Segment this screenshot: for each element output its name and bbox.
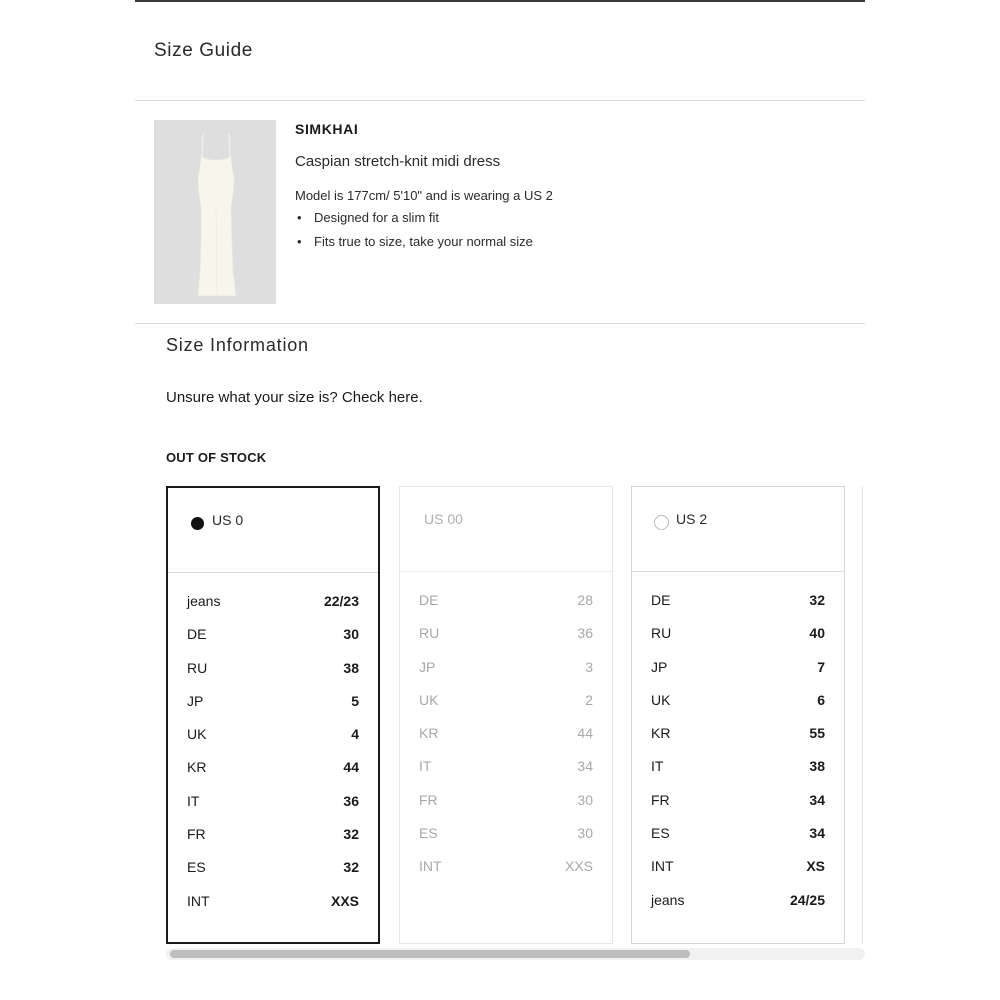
size-system: UK [187,726,207,743]
product-brand: SIMKHAI [295,121,359,137]
size-conversion-list [632,572,844,925]
size-conversion-row [400,692,612,725]
size-system: KR [187,759,207,776]
size-option-header [168,488,378,573]
size-system: RU [187,659,208,676]
size-conversion-row [168,660,378,693]
size-conversion-row [632,692,844,725]
size-system: JP [651,658,668,675]
size-system: UK [419,691,439,708]
size-value: 44 [343,759,359,776]
size-system: INT [419,858,442,875]
size-conversion-row [168,759,378,792]
size-value: 28 [577,592,593,608]
size-option-us-0[interactable] [166,486,380,944]
next-size-card-edge [862,486,866,944]
size-value: 36 [577,625,593,642]
size-conversion-row [168,793,378,826]
size-system: FR [187,826,206,843]
fit-notes-list [295,210,533,258]
size-value: 40 [809,625,825,642]
size-conversion-row [400,725,612,758]
size-conversion-row [168,893,378,926]
size-system: KR [651,725,671,742]
size-value: 36 [343,792,359,809]
radio-unselected-icon[interactable] [654,515,669,530]
size-value: 30 [577,791,593,808]
size-system: jeans [187,593,221,609]
size-conversion-row [632,659,844,692]
size-conversion-row [168,693,378,726]
size-system: RU [651,625,672,642]
size-value: 7 [817,658,825,675]
modal-top-border [135,0,865,2]
size-conversion-row [168,726,378,759]
size-conversion-row [632,892,844,925]
size-conversion-row [400,792,612,825]
radio-selected-icon[interactable] [191,517,204,530]
size-conversion-row [632,758,844,791]
size-conversion-row [400,758,612,791]
size-system: DE [651,592,671,608]
size-conversion-list [168,573,378,926]
size-value: 38 [809,758,825,775]
section-divider [135,323,865,324]
size-conversion-row [168,626,378,659]
size-system: FR [419,791,438,808]
size-system: UK [651,691,671,708]
size-value: 32 [343,826,359,843]
size-value: XXS [330,892,359,909]
size-system: IT [187,792,200,809]
size-value: 3 [585,658,593,675]
size-value: 34 [577,758,593,775]
size-system: DE [419,592,439,608]
size-system: KR [419,725,439,742]
dress-image [154,120,276,304]
size-system: INT [651,858,674,875]
size-value: XXS [564,858,593,875]
size-value: 4 [351,726,359,743]
size-system: ES [187,859,206,876]
size-conversion-row [632,725,844,758]
size-value: 55 [809,725,825,742]
size-option-us-00 [399,486,613,944]
horizontal-scrollbar-thumb[interactable] [170,950,690,958]
size-value: 38 [343,659,359,676]
size-option-header [632,487,844,572]
size-value: 2 [585,691,593,708]
size-value: XS [806,858,825,875]
header-divider [135,100,865,101]
model-info: Model is 177cm/ 5'10" and is wearing a US 2 [295,188,553,203]
size-value: 6 [817,691,825,708]
size-value: 5 [351,692,359,709]
size-value: 34 [809,825,825,842]
size-option-header [400,487,612,572]
size-value: 30 [343,626,359,643]
size-value: 44 [577,725,593,742]
size-system: jeans [651,891,685,908]
size-conversion-row [632,592,844,625]
size-system: IT [651,758,664,775]
size-conversion-row [168,859,378,892]
size-conversion-row [632,625,844,658]
size-label: US 2 [676,511,708,527]
size-value: 24/25 [789,891,825,908]
modal-title: Size Guide [154,40,253,61]
fit-note: • Fits true to size, take your normal size [295,234,533,258]
size-value: 34 [809,791,825,808]
fit-note: • Designed for a slim fit [295,210,533,234]
size-conversion-row [400,659,612,692]
size-system: DE [187,626,207,643]
size-system: JP [187,692,204,709]
size-conversion-row [168,826,378,859]
size-conversion-row [632,858,844,891]
product-image [154,120,276,304]
size-system: RU [419,625,440,642]
size-system: FR [651,791,670,808]
size-conversion-row [400,858,612,891]
size-conversion-row [400,825,612,858]
size-system: ES [651,825,670,842]
size-option-us-2[interactable] [631,486,845,944]
size-conversion-row [168,593,378,626]
size-conversion-row [632,825,844,858]
size-conversion-row [632,792,844,825]
size-information-title: Size Information [166,335,309,355]
size-system: IT [419,758,432,775]
size-system: INT [187,892,210,909]
size-value: 30 [577,825,593,842]
stock-status-label: OUT OF STOCK [166,450,267,465]
size-value: 32 [809,592,825,608]
size-system: JP [419,658,436,675]
size-value: 22/23 [323,593,359,609]
size-label: US 00 [424,511,463,527]
size-conversion-row [400,592,612,625]
size-conversion-row [400,625,612,658]
size-help-link[interactable]: Unsure what your size is? Check here. [166,389,423,406]
size-system: ES [419,825,438,842]
size-value: 32 [343,859,359,876]
size-conversion-list [400,572,612,892]
product-name: Caspian stretch-knit midi dress [295,153,501,170]
size-label: US 0 [212,512,244,528]
